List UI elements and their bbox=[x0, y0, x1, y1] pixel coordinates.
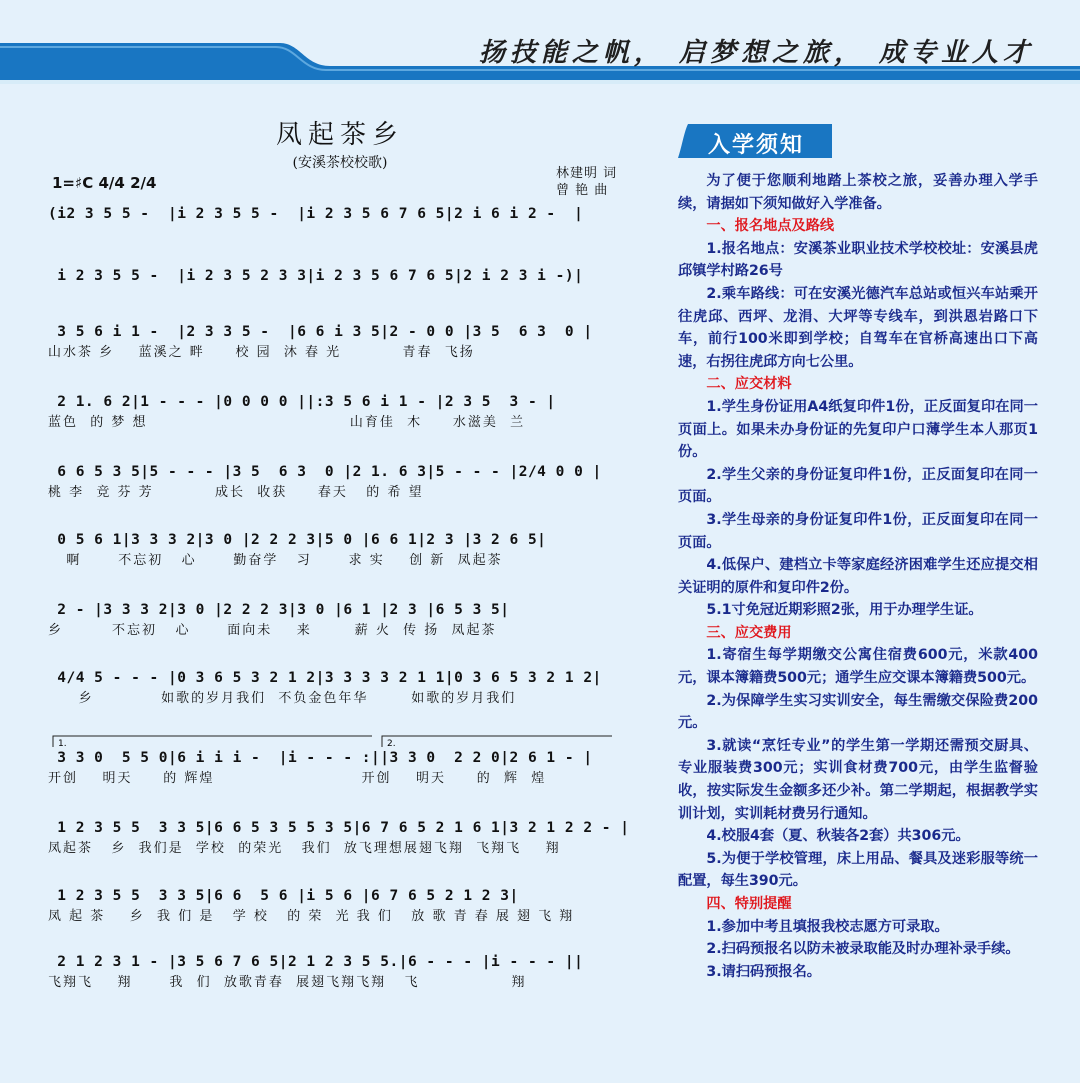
header-banner bbox=[0, 0, 1080, 92]
score-notes: 2 1. 6 2|1 - - - |0 0 0 0 ||:3 5 6 i 1 - |2 3 5 3 - | bbox=[48, 394, 556, 410]
song-composer: 曾 艳 曲 bbox=[556, 183, 609, 198]
score-notes: 0 5 6 1|3 3 3 2|3 0 |2 2 2 3|5 0 |6 6 1|2 3 |3 2 6 5| bbox=[48, 532, 547, 548]
score-notes: 2 - |3 3 3 2|3 0 |2 2 2 3|3 0 |6 1 |2 3 |6 5 3 5| bbox=[48, 602, 510, 618]
notice-body bbox=[678, 170, 1038, 983]
volta-brackets bbox=[52, 735, 612, 747]
notice-title: 入学须知 bbox=[708, 133, 805, 158]
score-row bbox=[48, 462, 622, 502]
score-row bbox=[48, 748, 622, 788]
score-notes: 1 2 3 5 5 3 3 5|6 6 5 6 |i 5 6 |6 7 6 5 2 1 2 3| bbox=[48, 888, 519, 904]
notice-item: 1.报名地点：安溪茶业职业技术学校校址：安溪县虎邱镇学村路26号 bbox=[678, 240, 1038, 280]
score-lyrics: 桃 李 竞 芬 芳 成长 收获 春天 的 希 望 bbox=[48, 485, 424, 500]
score-notes: 2 1 2 3 1 - |3 5 6 7 6 5|2 1 2 3 5 5.|6 - - - |i - - - || bbox=[48, 954, 584, 970]
score-lyrics: 开创 明天 的 辉煌 开创 明天 的 辉 煌 bbox=[48, 771, 547, 786]
score-notes: 6 6 5 3 5|5 - - - |3 5 6 3 0 |2 1. 6 3|5 - - - |2/4 0 0 | bbox=[48, 464, 602, 480]
section-heading: 四、特别提醒 bbox=[706, 896, 792, 912]
notice-intro: 为了便于您顺利地踏上茶校之旅，妥善办理入学手续，请据如下须知做好入学准备。 bbox=[678, 173, 1038, 212]
score-row bbox=[48, 818, 630, 858]
notice-item: 1.学生身份证用A4纸复印件1份，正反面复印在同一页面上。如果未办身份证的先复印户口薄学生本人那页1份。 bbox=[678, 398, 1038, 461]
section-heading: 二、应交材料 bbox=[706, 376, 792, 393]
score-row bbox=[48, 204, 622, 226]
section-heading: 三、应交费用 bbox=[706, 624, 792, 641]
notice-item: 5.1寸免冠近期彩照2张，用于办理学生证。 bbox=[706, 602, 983, 619]
header-slogan: 扬技能之帆， 启梦想之旅， 成专业人才 bbox=[478, 38, 1034, 68]
score-lyrics: 蓝色 的 梦 想 山育佳 木 水滋美 兰 bbox=[48, 415, 526, 430]
section-heading: 一、报名地点及路线 bbox=[706, 218, 835, 235]
notice-item: 4.低保户、建档立卡等家庭经济困难学生还应提交相关证明的原件和复印件2份。 bbox=[678, 557, 1038, 596]
score-notes: 3 3 0 5 5 0|6 i i i - |i - - - :||3 3 0 2 2 0|2 6 1 - | bbox=[48, 750, 593, 766]
score-lyrics: 山水茶 乡 蓝溪之 畔 校 园 沐 春 光 青春 飞扬 bbox=[48, 345, 475, 360]
score-notes: i 2 3 5 5 - |i 2 3 5 2 3 3|i 2 3 5 6 7 6 5|2 i 2 3 i -)| bbox=[48, 268, 584, 284]
score-row bbox=[48, 886, 622, 926]
score-notes: 4/4 5 - - - |0 3 6 5 3 2 1 2|3 3 3 3 2 1 1|0 3 6 5 3 2 1 2| bbox=[48, 670, 602, 686]
score-notes: 3 5 6 i 1 - |2 3 3 5 - |6 6 i 3 5|2 - 0 0 |3 5 6 3 0 | bbox=[48, 324, 593, 340]
score-notes: 1 2 3 5 5 3 3 5|6 6 5 3 5 5 3 5|6 7 6 5 2 1 6 1|3 2 1 2 2 - | bbox=[48, 820, 630, 836]
score-row bbox=[48, 952, 622, 992]
song-lyricist: 林建明 词 bbox=[556, 166, 618, 181]
notice-item: 1.寄宿生每学期缴交公寓住宿费600元，米款400元，课本簿籍费500元；通学生应交课本簿籍费500元。 bbox=[678, 647, 1038, 687]
notice-item: 3.请扫码预报名。 bbox=[706, 963, 821, 980]
score-lyrics: 乡 如歌的岁月我们 不负金色年华 如歌的岁月我们 bbox=[48, 691, 517, 706]
notice-item: 4.校服4套（夏、秋装各2套）共306元。 bbox=[706, 828, 970, 845]
volta-first: 1. bbox=[58, 739, 67, 747]
score-row bbox=[48, 392, 622, 432]
score-row bbox=[48, 600, 622, 640]
notice-item: 2.扫码预报名以防未被录取能及时办理补录手续。 bbox=[706, 941, 1020, 958]
score-row bbox=[48, 322, 622, 362]
notice-item: 1.参加中考且填报我校志愿方可录取。 bbox=[706, 918, 949, 935]
volta-second: 2. bbox=[387, 739, 396, 747]
key-signature: 1=♯C 4/4 2/4 bbox=[52, 174, 157, 192]
score-row bbox=[48, 266, 622, 288]
score-row bbox=[48, 668, 622, 708]
notice-item: 2.乘车路线：可在安溪光德汽车总站或恒兴车站乘开往虎邱、西坪、龙涓、大坪等专线车，到洪恩岩路口下车，前行100米即到学校；自驾车在官桥高速出口下高速，右拐往虎邱方向七公里。 bbox=[678, 285, 1038, 370]
notice-item: 2.为保障学生实习实训安全，每生需缴交保险费200元。 bbox=[678, 692, 1038, 732]
song-subtitle: (安溪茶校校歌) bbox=[292, 155, 388, 171]
notice-title-tab bbox=[678, 124, 838, 162]
notice-item: 2.学生父亲的身份证复印件1份，正反面复印在同一页面。 bbox=[678, 466, 1038, 506]
score-lyrics: 飞翔飞 翔 我 们 放歌青春 展翅飞翔飞翔 飞 翔 bbox=[48, 975, 527, 990]
score-lyrics: 啊 不忘初 心 勤奋学 习 求 实 创 新 凤起茶 bbox=[48, 553, 503, 568]
song-title: 凤起茶乡 bbox=[275, 120, 404, 150]
notice-item: 3.学生母亲的身份证复印件1份，正反面复印在同一页面。 bbox=[678, 511, 1038, 551]
score-lyrics: 乡 不忘初 心 面向未 来 薪 火 传 扬 凤起茶 bbox=[48, 623, 497, 638]
notice-item: 3.就读“烹饪专业”的学生第一学期还需预交厨具、专业服装费300元；实训食材费700元，由学生监督验收，按实际发生金额多还少补。第二学期起，根据教学实训计划，实训耗材费另行通知。 bbox=[678, 737, 1038, 822]
score-row bbox=[48, 530, 622, 570]
school-song bbox=[0, 100, 640, 1080]
score-lyrics: 凤起茶 乡 我们是 学校 的荣光 我们 放飞理想展翅飞翔 飞翔飞 翔 bbox=[48, 841, 561, 856]
score-lyrics: 凤 起 茶 乡 我 们 是 学 校 的 荣 光 我 们 放 歌 青 春 展 翅 飞 翔 bbox=[48, 909, 575, 924]
notice-item: 5.为便于学校管理，床上用品、餐具及迷彩服等统一配置，每生390元。 bbox=[678, 850, 1038, 890]
score-notes: (i2 3 5 5 - |i 2 3 5 5 - |i 2 3 5 6 7 6 5|2 i 6 i 2 - | bbox=[48, 206, 584, 222]
